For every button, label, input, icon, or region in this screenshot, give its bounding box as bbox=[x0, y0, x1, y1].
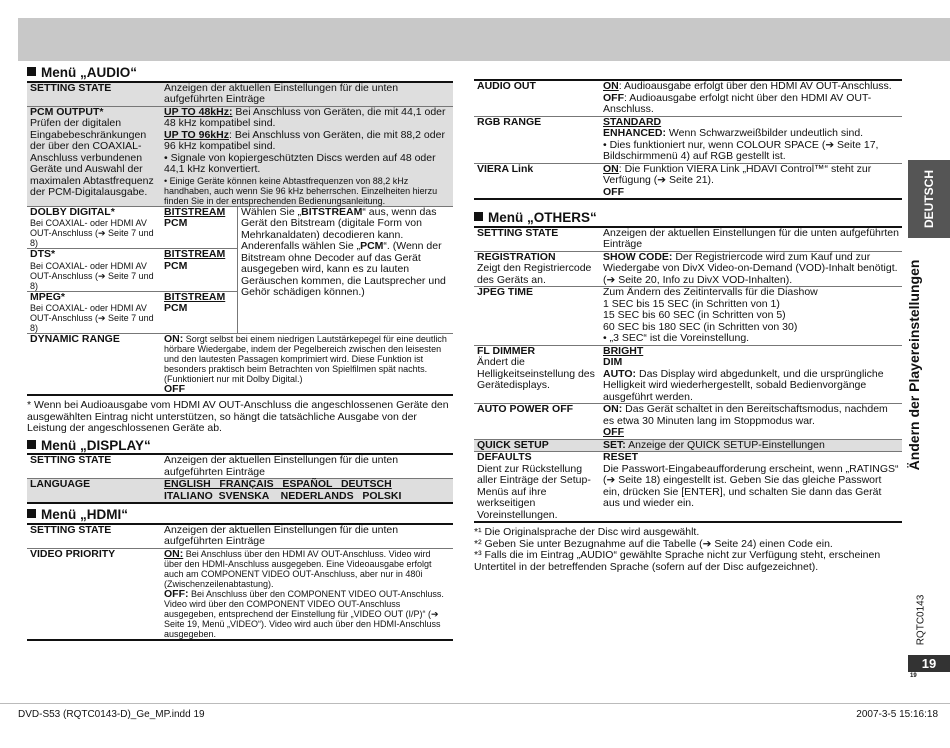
display-menu-heading: Menü „DISPLAY“ bbox=[27, 440, 453, 452]
dts-options: BITSTREAM PCM bbox=[161, 249, 238, 292]
table-row bbox=[474, 251, 902, 287]
table-row bbox=[474, 404, 902, 440]
table-row bbox=[27, 548, 453, 640]
table-row bbox=[474, 163, 902, 199]
square-bullet-icon bbox=[474, 212, 483, 221]
footer-divider bbox=[0, 703, 950, 704]
fl-dimmer-key: FL DIMMER Ändert die Helligkeitseinstellung des Gerätedisplays. bbox=[474, 345, 600, 404]
square-bullet-icon bbox=[27, 440, 36, 449]
footnote: *¹ Die Originalsprache der Disc wird ausgewählt. bbox=[474, 526, 700, 538]
table-row bbox=[474, 227, 902, 252]
audio-out-key: AUDIO OUT bbox=[474, 80, 600, 116]
mpeg-key: MPEG* Bei COAXIAL- oder HDMI AV OUT-Anschluss (➔ Seite 7 und 8) bbox=[27, 291, 161, 334]
audio-footnote: * Wenn bei Audioausgabe vom HDMI AV OUT-Anschluss die angeschlossenen Geräte den ausgewählten Eintrag nicht unterstützen, so hängt die tatsächliche Ausgabe von der Leistung der angeschlossenen Geräte ab. bbox=[27, 399, 449, 434]
table-row bbox=[474, 287, 902, 346]
bitstream-description: Wählen Sie „BITSTREAM“ aus, wenn das Gerät den Bitstream (digitale Form von Mehrkanaldaten) decodieren kann. Anderenfalls wählen Sie „PCM“. (Wenn der Bitstream ohne Decoder auf das Gerät ausgegeben wird, kann es zu lauten Geräuschen kommen, die Lautsprecher und Gehör schädigen können.) bbox=[238, 206, 454, 334]
language-tab: DEUTSCH bbox=[908, 160, 950, 238]
hdmi-table bbox=[27, 523, 453, 641]
dolby-options: BITSTREAM PCM bbox=[161, 206, 238, 249]
header-band bbox=[18, 18, 950, 61]
table-row bbox=[474, 116, 902, 163]
dts-key: DTS* Bei COAXIAL- oder HDMI AV OUT-Anschluss (➔ Seite 7 und 8) bbox=[27, 249, 161, 292]
left-column bbox=[27, 66, 453, 641]
jpeg-time-value: Zum Ändern des Zeitintervalls für die Diashow 1 SEC bis 15 SEC (in Schritten von 1) 15 SEC bis 60 SEC (in Schritten von 5) 60 SEC bis 180 SEC (in Schritten von 30) • „3 SEC“ ist die Voreinstellung. bbox=[600, 287, 902, 346]
footnote: *² Geben Sie unter Bezugnahme auf die Tabelle (➔ Seite 24) einen Code ein. bbox=[474, 537, 833, 550]
video-priority-value: ON: Bei Anschluss über den HDMI AV OUT-Anschluss. Video wird über den HDMI-Anschluss ausgegeben. Eine Videoausgabe erfolgt auch am COMPONENT VIDEO OUT-Anschluss, aber nur in 480i (Zwischenzeilenabtastung). OFF: Bei Anschluss über den COMPONENT VIDEO OUT-Anschluss. Video wird über den COMPONENT VIDEO OUT-Anschluss ausgegeben, entsprechend der Einstellung für „VIDEO OUT (I/P)“ (➔ Seite 19, Menü „VIDEO“). Video wird auch über den HDMI-Anschluss ausgegeben. bbox=[161, 548, 453, 640]
setting-state-key: SETTING STATE bbox=[474, 227, 600, 252]
auto-power-off-key: AUTO POWER OFF bbox=[474, 404, 600, 440]
table-row bbox=[27, 334, 453, 396]
others-footnotes bbox=[474, 527, 902, 573]
jpeg-time-key: JPEG TIME bbox=[474, 287, 600, 346]
table-row bbox=[27, 206, 453, 249]
setting-state-value: Anzeigen der aktuellen Einstellungen für die unten aufgeführten Einträge bbox=[161, 82, 453, 107]
table-row bbox=[474, 345, 902, 404]
audio-table bbox=[27, 81, 453, 397]
defaults-value: RESET Die Passwort-Eingabeaufforderung erscheint, wenn „RATINGS“ (➔ Seite 18) eingestellt ist. Geben Sie das gleiche Passwort ein, drücken Sie [ENTER], und schalten Sie dann das Gerät aus und wieder ein. bbox=[600, 452, 902, 523]
video-priority-key: VIDEO PRIORITY bbox=[27, 548, 161, 640]
square-bullet-icon bbox=[27, 509, 36, 518]
setting-state-value: Anzeigen der aktuellen Einstellungen für die unten aufgeführten Einträge bbox=[161, 454, 453, 479]
fl-dimmer-value: BRIGHT DIM AUTO: Das Display wird abgedunkelt, und die ursprüngliche Helligkeit wird wiederhergestellt, sobald Bedienvorgänge ausgeführt werden. bbox=[600, 345, 902, 404]
footer-file-info: DVD-S53 (RQTC0143-D)_Ge_MP.indd 19 bbox=[18, 709, 205, 720]
page-number: 19 bbox=[908, 655, 950, 672]
setting-state-key: SETTING STATE bbox=[27, 82, 161, 107]
table-row bbox=[27, 106, 453, 206]
pcm-output-options: UP TO 48kHz: Bei Anschluss von Geräten, die mit 44,1 oder 48 kHz kompatibel sind. UP TO 96kHz: Bei Anschluss von Geräten, die mit 88,2 oder 96 kHz kompatibel sind. • Signale von kopiergeschützten Discs werden auf 48 oder 44,1 kHz konvertiert. • Einige Geräte können keine Abtastfrequenzen von 88,2 kHz handhaben, auch wenn Sie 96 kHz beherrschen. Einzelheiten hierzu finden Sie in der entsprechenden Bedienungsanleitung. bbox=[161, 106, 453, 206]
section-title-vertical: Ändern der Playereinstellungen bbox=[906, 259, 922, 471]
registration-value: SHOW CODE: Der Registriercode wird zum Kauf und zur Wiedergabe von DivX Video-on-Demand (VOD)-Inhalt benötigt. (➔ Seite 20, Info zu DivX VOD-Inhalten). bbox=[600, 251, 902, 287]
setting-state-key: SETTING STATE bbox=[27, 454, 161, 479]
quick-setup-value: SET: Anzeige der QUICK SETUP-Einstellungen bbox=[600, 439, 902, 452]
table-row bbox=[27, 454, 453, 479]
audio-menu-heading: Menü „AUDIO“ bbox=[27, 67, 453, 79]
dolby-digital-key: DOLBY DIGITAL* Bei COAXIAL- oder HDMI AV OUT-Anschluss (➔ Seite 7 und 8) bbox=[27, 206, 161, 249]
table-row bbox=[474, 439, 902, 452]
footer-timestamp: 2007-3-5 15:16:18 bbox=[856, 709, 938, 720]
language-key: LANGUAGE bbox=[27, 479, 161, 504]
table-row bbox=[27, 479, 453, 504]
dynamic-range-key: DYNAMIC RANGE bbox=[27, 334, 161, 396]
square-bullet-icon bbox=[27, 67, 36, 76]
audio-out-value: ON: Audioausgabe erfolgt über den HDMI AV OUT-Anschluss. OFF: Audioausgabe erfolgt nicht über den HDMI AV OUT-Anschluss. bbox=[600, 80, 902, 116]
viera-link-key: VIERA Link bbox=[474, 163, 600, 199]
setting-state-value: Anzeigen der aktuellen Einstellungen für die unten aufgeführten Einträge bbox=[600, 227, 902, 252]
page-number-small: 19 bbox=[910, 673, 917, 679]
others-menu-heading: Menü „OTHERS“ bbox=[474, 212, 902, 224]
registration-key: REGISTRATION Zeigt den Registriercode des Geräts an. bbox=[474, 251, 600, 287]
dynamic-range-value: ON: Sorgt selbst bei einem niedrigen Lautstärkepegel für eine deutlich hörbare Wiedergabe, indem der Pegelbereich zwischen den leisesten und den lautesten Passagen komprimiert wird. Diese Funktion ist besonders praktisch beim Betrachten von Spielfilmen spät nachts. (Funktioniert nur mit Dolby Digital.) OFF bbox=[161, 334, 453, 396]
table-row bbox=[474, 80, 902, 116]
setting-state-key: SETTING STATE bbox=[27, 524, 161, 549]
right-column bbox=[474, 79, 902, 573]
mpeg-options: BITSTREAM PCM bbox=[161, 291, 238, 334]
defaults-key: DEFAULTS Dient zur Rückstellung aller Einträge der Setup-Menüs auf ihre werkseitigen Voreinstellungen. bbox=[474, 452, 600, 523]
document-code: RQTC0143 bbox=[915, 594, 927, 646]
quick-setup-key: QUICK SETUP bbox=[474, 439, 600, 452]
pcm-output-key: PCM OUTPUT* Prüfen der digitalen Eingabebeschränkungen der über den COAXIAL-Anschluss verbundenen Geräte und Auswahl der maximalen Abtastfrequenz der PCM-Digitalausgabe. bbox=[27, 106, 161, 206]
footnote: *³ Falls die im Eintrag „AUDIO“ gewählte Sprache nicht zur Verfügung steht, erscheinen Untertitel in der betreffenden Sprache (sofern auf der Disc aufgezeichnet). bbox=[474, 549, 881, 573]
rgb-range-key: RGB RANGE bbox=[474, 116, 600, 163]
rgb-range-value: STANDARD ENHANCED: Wenn Schwarzweißbilder undeutlich sind. • Dies funktioniert nur, wenn COLOUR SPACE (➔ Seite 17, Bildschirmmenü 4) auf RGB gestellt ist. bbox=[600, 116, 902, 163]
auto-power-off-value: ON: Das Gerät schaltet in den Bereitschaftsmodus, nachdem es etwa 30 Minuten lang im Stoppmodus war. OFF bbox=[600, 404, 902, 440]
table-row bbox=[27, 82, 453, 107]
table-row bbox=[27, 524, 453, 549]
table-row bbox=[474, 452, 902, 523]
hdmi-menu-heading: Menü „HDMI“ bbox=[27, 509, 453, 521]
others-table bbox=[474, 226, 902, 524]
display-table bbox=[27, 453, 453, 504]
setting-state-value: Anzeigen der aktuellen Einstellungen für die unten aufgeführten Einträge bbox=[161, 524, 453, 549]
language-options: ENGLISH FRANÇAIS ESPAÑOL DEUTSCH ITALIANO SVENSKA NEDERLANDS POLSKI bbox=[161, 479, 453, 504]
viera-link-value: ON: Die Funktion VIERA Link „HDAVI Control™“ steht zur Verfügung (➔ Seite 21). OFF bbox=[600, 163, 902, 199]
hdmi-continued-table bbox=[474, 79, 902, 200]
